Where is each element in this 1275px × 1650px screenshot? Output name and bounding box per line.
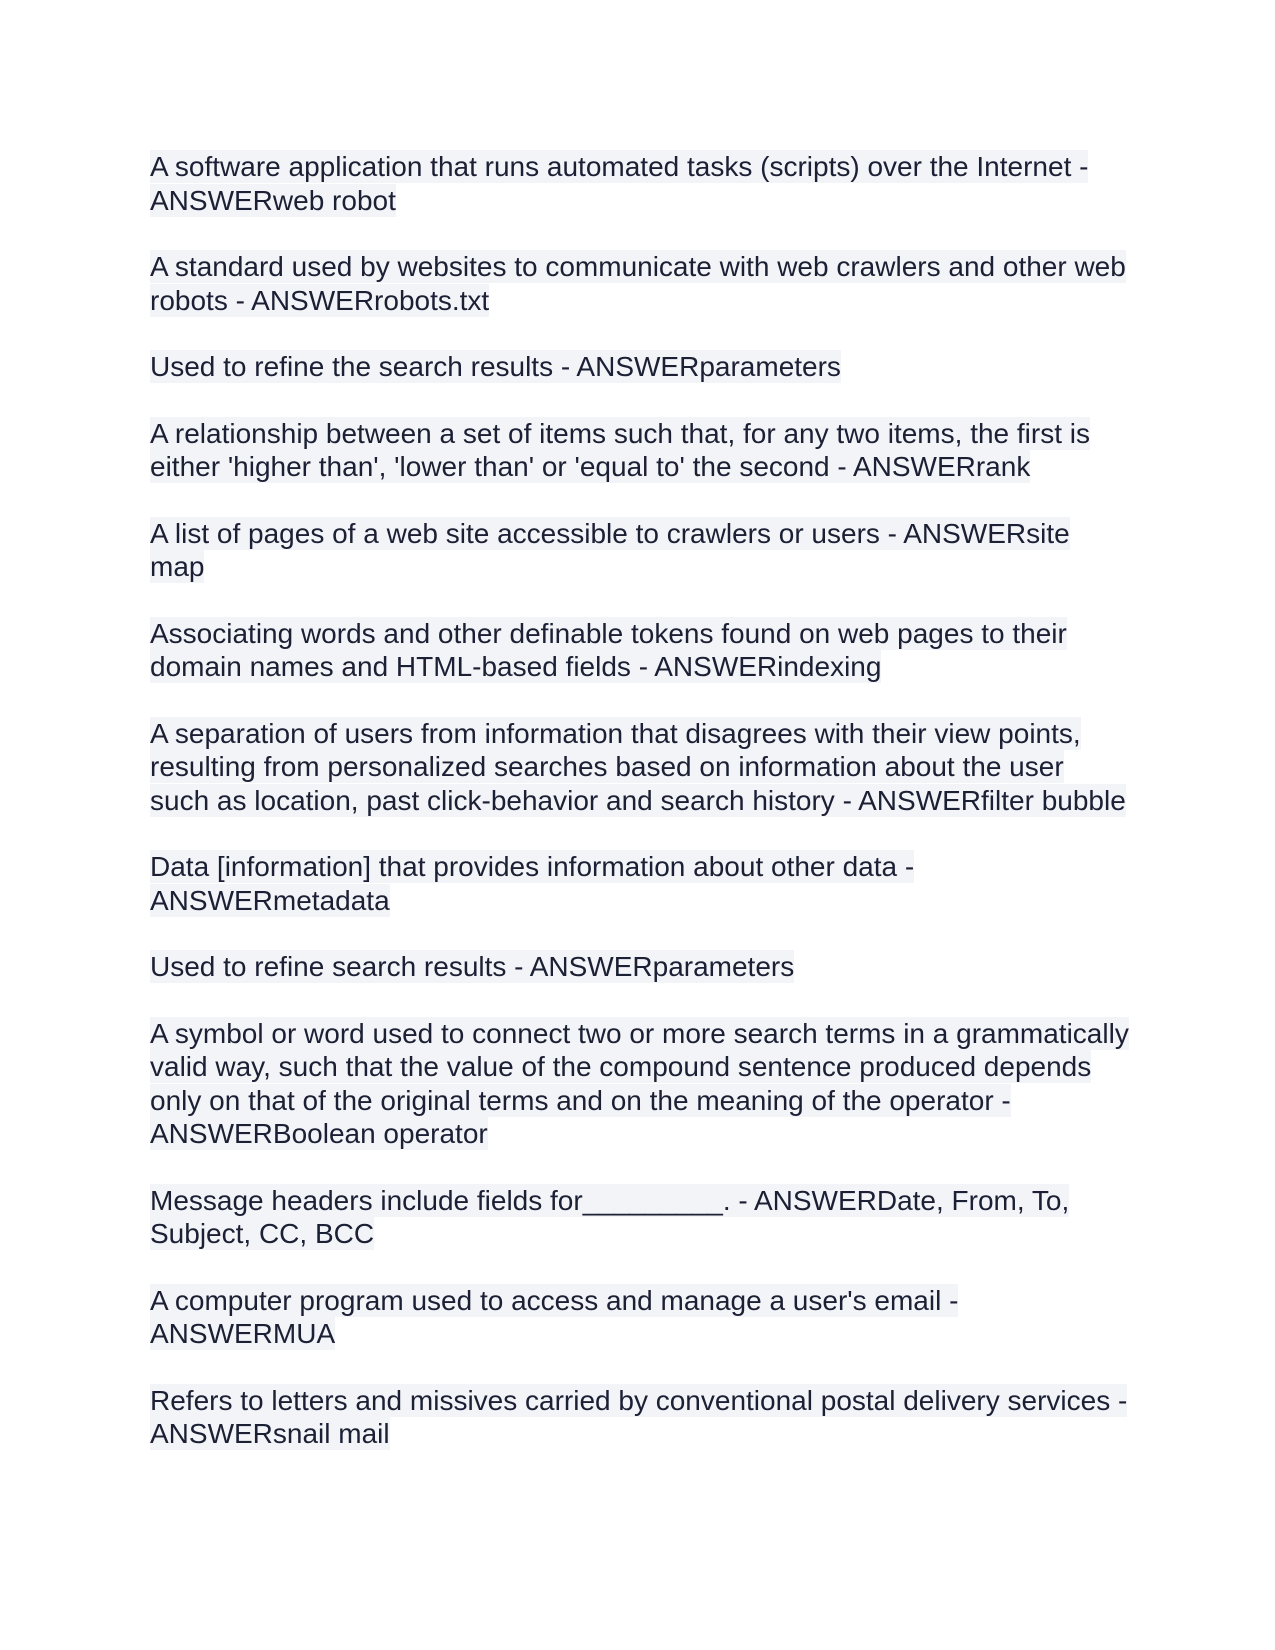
entry-text: A separation of users from information that disagrees with their view points, resulting from personalized searches based on information about the user such as location, past click-behavior and search history - ANSWERfilter bubble [150, 717, 1126, 816]
entry-text: A symbol or word used to connect two or more search terms in a grammatically valid way, such that the value of the compound sentence produced depends only on that of the original terms and on the meaning of the operator - ANSWERBoolean operator [150, 1017, 1129, 1149]
entry-text: A software application that runs automated tasks (scripts) over the Internet - ANSWERweb robot [150, 151, 1089, 216]
entry-text: A list of pages of a web site accessible to crawlers or users - ANSWERsite map [150, 517, 1070, 582]
entry-text: Refers to letters and missives carried by conventional postal delivery services - ANSWERsnail mail [150, 1384, 1128, 1449]
entry-filter-bubble [150, 717, 1130, 818]
entry-text: Used to refine search results - ANSWERparameters [150, 951, 795, 982]
entry-text: Message headers include fields for_________. - ANSWERDate, From, To, Subject, CC, BCC [150, 1184, 1070, 1249]
entry-text: A computer program used to access and manage a user's email - ANSWERMUA [150, 1284, 959, 1349]
entry-text: Data [information] that provides information about other data - ANSWERmetadata [150, 851, 915, 916]
entry-metadata [150, 850, 1130, 917]
entry-boolean-operator [150, 1017, 1130, 1151]
entry-text: Used to refine the search results - ANSWERparameters [150, 351, 841, 382]
entry-text: Associating words and other definable tokens found on web pages to their domain names and HTML-based fields - ANSWERindexing [150, 617, 1067, 682]
entry-robots-txt [150, 250, 1130, 317]
entry-text: A standard used by websites to communicate with web crawlers and other web robots - ANSWERrobots.txt [150, 251, 1126, 316]
entry-snail-mail [150, 1384, 1130, 1451]
document-page [150, 150, 1130, 1484]
entry-web-robot [150, 150, 1130, 217]
entry-text: A relationship between a set of items such that, for any two items, the first is either 'higher than', 'lower than' or 'equal to' the second - ANSWERrank [150, 417, 1090, 482]
entry-rank [150, 417, 1130, 484]
entry-message-headers [150, 1184, 1130, 1251]
entry-mua [150, 1284, 1130, 1351]
entry-indexing [150, 617, 1130, 684]
entry-site-map [150, 517, 1130, 584]
entry-parameters [150, 350, 1130, 384]
entry-parameters-2 [150, 950, 1130, 984]
